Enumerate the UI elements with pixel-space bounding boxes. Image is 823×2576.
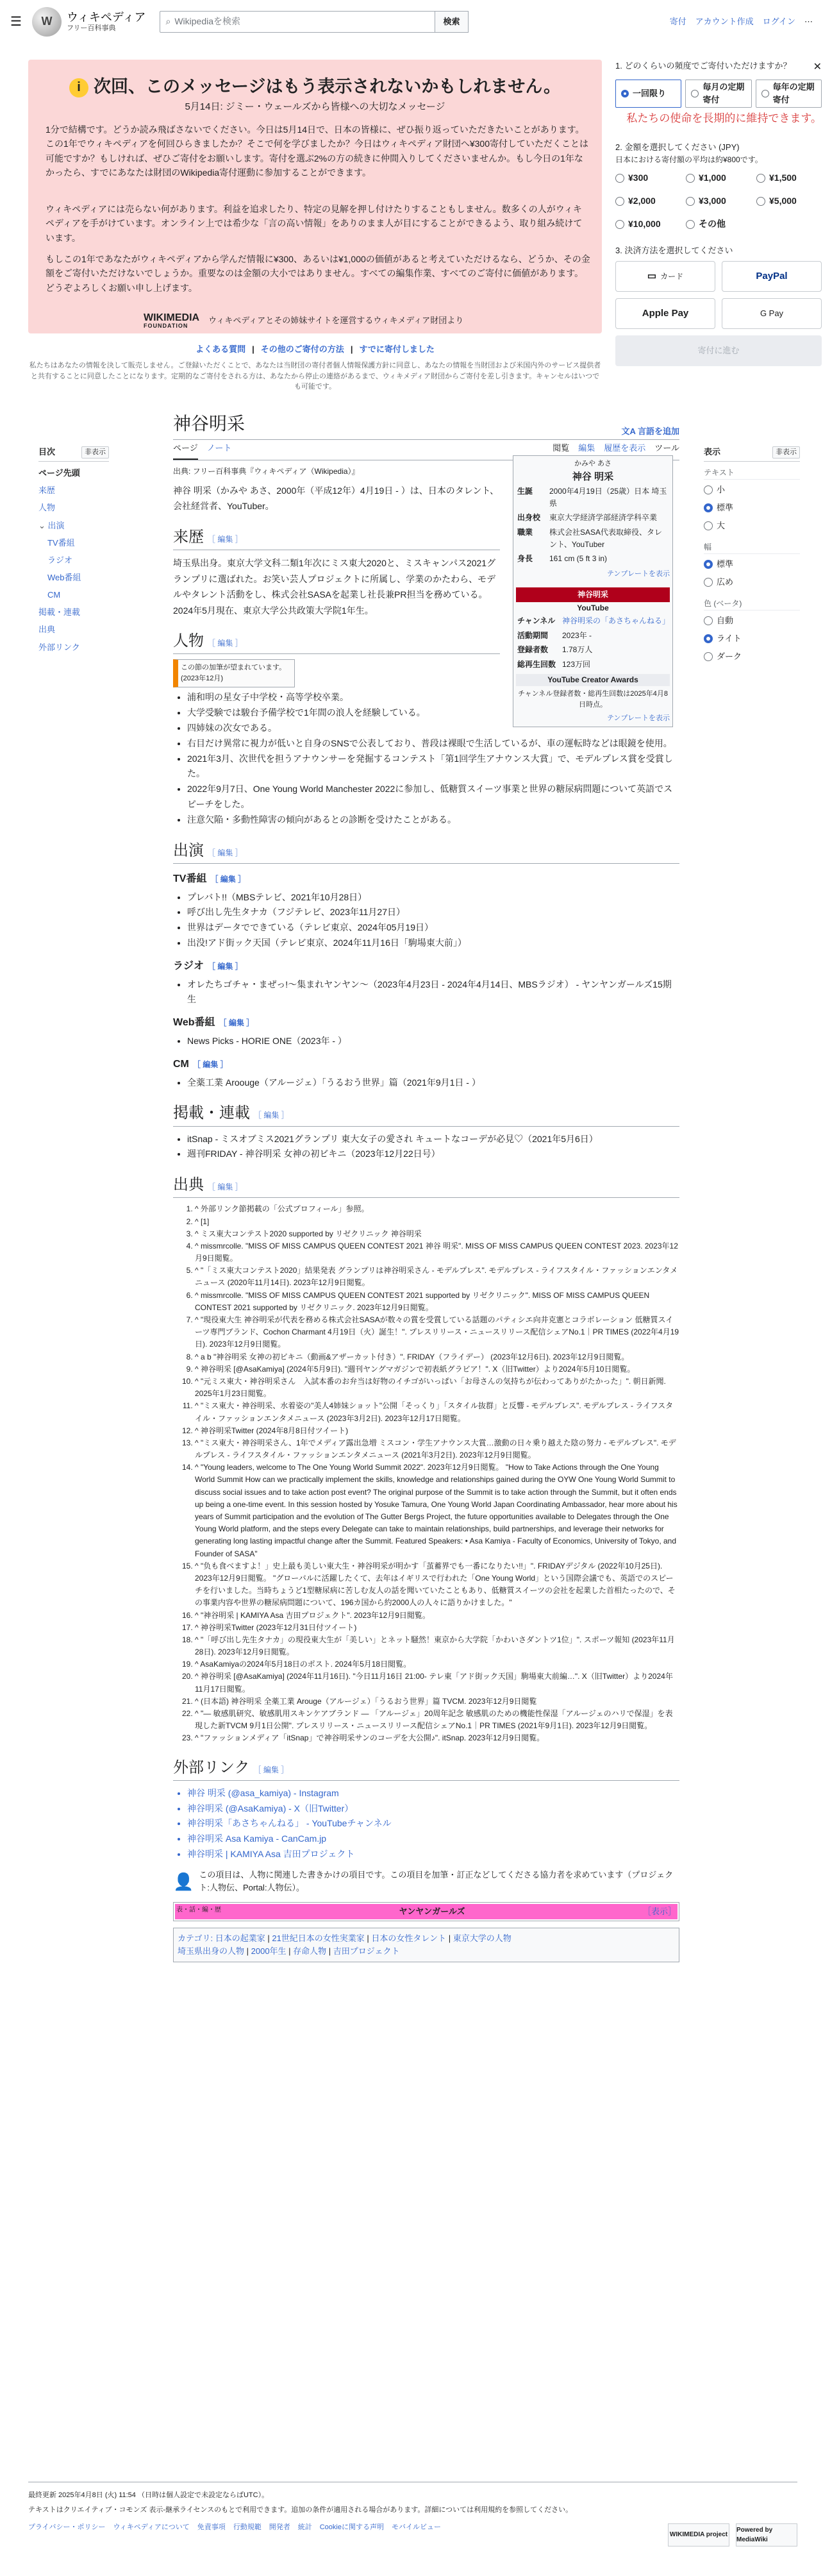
toc-subitem[interactable]: ラジオ bbox=[47, 555, 73, 565]
stub-notice: 👤 この項目は、人物に関連した書きかけの項目です。この項目を加筆・訂正などしてくださる協力者を求めています（プロジェクト:人物伝、Portal:人物伝）。 bbox=[173, 1869, 679, 1894]
pay-googlepay-button[interactable]: G Pay bbox=[722, 298, 822, 329]
serial-list bbox=[173, 1132, 679, 1163]
appearance-heading: 表示 bbox=[704, 447, 721, 457]
category-link[interactable]: 東京大学の人物 bbox=[453, 1933, 511, 1944]
edit-section-link[interactable]: ［ 編集 ］ bbox=[253, 1765, 289, 1774]
reference-item: 3. ^ ミス東大コンテスト2020 supported by リゼクリニック 神谷明采 bbox=[195, 1228, 679, 1240]
list-item: • 大学受験では駿台予備学校で1年間の浪人を経験している。 bbox=[187, 705, 500, 721]
last-modified: 最終更新 2025年4月8日 (火) 11:54 （日時は個人設定で未設定ならばUTC）。 bbox=[28, 2491, 269, 2499]
banner-paragraph: ウィキペディアには売らない何があります。利益を追求したり、特定の見解を押し付けたりすることもしません。数多くの人がウィキペディアを手がけています。オンライン上では希少な「言の高い情報」をありのまま人が目にすることができるよう、取り組み続けています。 bbox=[46, 204, 583, 243]
banner-org-note: ウィキペディアとその姉妹サイトを運営するウィキメディア財団より bbox=[208, 316, 464, 326]
info-icon: i bbox=[69, 78, 88, 97]
footer-badges bbox=[668, 2523, 797, 2547]
infobox-row: 身長 161 cm (5 ft 3 in) bbox=[517, 554, 608, 564]
banner-subtitle: 5月14日: ジミー・ウェールズから皆様への大切なメッセージ bbox=[185, 101, 445, 112]
close-icon[interactable]: ✕ bbox=[813, 62, 822, 72]
tab-read[interactable]: 閲覧 bbox=[553, 442, 569, 460]
footer-link[interactable]: 開発者 bbox=[269, 2523, 290, 2532]
reference-item: 19. ^ AsaKamiyaの2024年5月18日のポスト. 2024年5月18日閲覧。 bbox=[195, 1658, 679, 1671]
list-item: • 全薬工業 Aroouge（アルージェ）「うるおう世界」篇（2021年9月1日 - ） bbox=[187, 1075, 679, 1091]
list-item: • News Picks - HORIE ONE（2023年 - ） bbox=[187, 1034, 679, 1049]
banner-footnote: 私たちはあなたの情報を決して販売しません。ご登録いただくことで、あなたは当財団の寄付者個人情報保護方針に同意し、あなたの情報を当財団および米国内外のサービス提供者と共有することに同意したことになります。定期的なご寄付をされる方は、あなたから停止の連絡があるまで、ウィキメディア財団からご寄付を差し引きます。キャンセルはいつでも可能です。 bbox=[29, 362, 601, 391]
reference-item: 14. ^ "Young leaders, welcome to The One Young World Summit 2022". 2023年12月9日閲覧。 "How to Take Actions through the One Young World Summit How can we practically implement the skills, knowledge and relationships gained during the OYW One Young World Summit to discuss social issues and to take action post event? The original purpose of the Summit is to take action through the Summit, but it often ends up being a one-time event. In this session hosted by Yosuke Tamura, One Young World Japan Coordinating Ambassador, hear more about his years of Summit participation and the evolution of The Gutter Bergs Project, the future opportunities available to Delegates through the One Young World platform, and the steps every Delegate can take to maintain relationships, build partnerships, and leverage their networks for generating long lasting impactful change after the Summit. Featured Speakers: • Asa Kamiya - Faculty of Economics, University of Tokyo, and Founder of SASA" bbox=[195, 1461, 679, 1560]
reference-item: 1. ^ 外部リンク節掲載の「公式プロフィール」参照。 bbox=[195, 1203, 679, 1215]
submit-donation-button[interactable]: 寄付に進む bbox=[615, 335, 822, 366]
reference-item: 5. ^ "「ミス東大コンテスト2020」結果発表 グランプリは神谷明采さん - モデルプレス". モデルプレス - ライフスタイル・ファッションエンタメニュース (2020年11月14日). 2023年12月9日閲覧。 bbox=[195, 1265, 679, 1289]
subsection-heading: TV番組 ［ 編集 ］ bbox=[173, 873, 246, 884]
reference-item: 11. ^ "ミス東大・神谷明采、水着姿の"美人4姉妹ショット"公開「そっくり」「スタイル抜群」と反響 - モデルプレス". モデルプレス - ライフスタイル・ファッションエンタメニュース (2023年3月2日). 2023年12月17日閲覧。 bbox=[195, 1400, 679, 1424]
youtube-table bbox=[516, 614, 670, 671]
toc-item[interactable]: 掲載・連載 bbox=[38, 607, 81, 618]
search-icon: ⌕ bbox=[165, 16, 171, 27]
reference-item: 23. ^ "ファッションメディア「itSnap」で神谷明采サンのコーデを大公開♪". itSnap. 2023年12月9日閲覧。 bbox=[195, 1732, 679, 1744]
section-heading: 外部リンク ［ 編集 ］ bbox=[173, 1756, 679, 1781]
footer-link[interactable]: 統計 bbox=[297, 2523, 312, 2532]
edit-section-link[interactable]: ［ 編集 ］ bbox=[208, 961, 243, 971]
infobox-table bbox=[516, 484, 670, 566]
category-link[interactable]: 吉田プロジェクト bbox=[333, 1946, 400, 1957]
text-size-label: テキスト bbox=[704, 467, 800, 480]
add-languages-button[interactable]: 文A 言語を追加 bbox=[621, 426, 679, 437]
site-subtitle: フリー百科事典 bbox=[67, 24, 116, 32]
navbox-tools[interactable]: 表・話・編・歴 bbox=[176, 1907, 221, 1914]
radio-list bbox=[173, 977, 679, 1008]
wikipedia-globe-icon: W bbox=[32, 7, 62, 37]
categories-label[interactable]: カテゴリ: bbox=[178, 1933, 213, 1944]
amount-option[interactable]: ¥2,000 bbox=[615, 192, 681, 211]
list-item: • 浦和明の星女子中学校・高等学校卒業。 bbox=[187, 690, 500, 705]
translate-icon: 文A bbox=[621, 426, 638, 437]
tab-page[interactable]: ページ bbox=[173, 442, 198, 460]
career-paragraph: 埼玉県出身。東京大学文科二類1年次にミス東大2020と、ミスキャンパス2021グランプリに選ばれた。お笑い芸人プロジェクトに所属し、学業のかたわら、モデルやタレント活動をし、株式会社SASAを起業し社長兼PR担当を務めている。2024年5月現在、東京大学公共政策大学院1年生。 bbox=[173, 558, 496, 616]
section-heading: 来歴 ［ 編集 ］ bbox=[173, 526, 500, 550]
category-link[interactable]: 存命人物 bbox=[293, 1946, 327, 1957]
reference-item: 7. ^ "現役東大生 神谷明采が代表を務める株式会社SASAが数々の賞を受賞している話題のパティシエ向井克憲とコラボレーション 低糖質スイーツ専門ブランド、Cochon Charmant 4月19日（火）誕生！". プレスリリース・ニュースリリース配信シェアNo.1｜PR TIMES (2022年4月19日). 2023年12月9日閲覧。 bbox=[195, 1314, 679, 1351]
list-item: • 2021年3月、次世代を担うアナウンサーを発掘するコンテスト「第1回学生アナウンス大賞」で、モデルプレス賞を受賞した。 bbox=[187, 752, 679, 782]
external-link[interactable]: • 神谷明采 | KAMIYA Asa 吉田プロジェクト bbox=[187, 1847, 679, 1862]
footer-link[interactable]: プライバシー・ポリシー bbox=[28, 2523, 106, 2532]
edit-section-link[interactable]: ［ 編集 ］ bbox=[254, 1111, 289, 1120]
external-link[interactable]: • 神谷明采「あさちゃんねる」 - YouTubeチャンネル bbox=[187, 1816, 679, 1831]
edit-section-link[interactable]: ［ 編集 ］ bbox=[208, 848, 243, 857]
infobox-row: 登録者数 1.78万人 bbox=[517, 645, 593, 655]
subsection-heading: ラジオ ［ 編集 ］ bbox=[173, 960, 243, 972]
external-link[interactable]: • 神谷 明采 (@asa_kamiya) - Instagram bbox=[187, 1786, 679, 1801]
footer-link[interactable]: Cookieに関する声明 bbox=[319, 2523, 384, 2532]
edit-section-link[interactable]: ［ 編集 ］ bbox=[192, 1059, 228, 1069]
license-text: テキストはクリエイティブ・コモンズ 表示-継承ライセンスのもとで利用できます。追加の条件が適用される場合があります。詳細については利用規約を参照してください。 bbox=[28, 2506, 573, 2514]
infobox-row: チャンネル 神谷明采の「あさちゃんねる」 bbox=[517, 616, 670, 626]
youtube-label: YouTube bbox=[577, 603, 609, 612]
search-form bbox=[160, 11, 468, 33]
toc-hide-button[interactable]: 非表示 bbox=[81, 446, 109, 459]
expansion-notice: この節の加筆が望まれています。(2023年12月) bbox=[173, 659, 295, 687]
category-link[interactable]: 日本の女性タレント bbox=[371, 1933, 447, 1944]
amount-option[interactable]: ¥5,000 bbox=[756, 192, 822, 211]
text-size-standard[interactable]: 標準 bbox=[704, 501, 800, 514]
payment-question: 3. 決済方法を選択してください bbox=[615, 245, 733, 255]
subsection-heading: Web番組 ［ 編集 ］ bbox=[173, 1017, 254, 1029]
reference-item: 12. ^ 神谷明采Twitter (2024年8月8日付ツイート) bbox=[195, 1425, 679, 1437]
wikimedia-badge[interactable]: WIKIMEDIA project bbox=[668, 2523, 729, 2547]
external-link[interactable]: • 神谷明采 (@AsaKamiya) - X（旧Twitter） bbox=[187, 1801, 679, 1817]
list-item: • itSnap - ミスオブミス2021グランプリ 東大女子の愛され キュートなコーデが必見♡（2021年5月6日） bbox=[187, 1132, 679, 1147]
list-item: • 出没!アド街ック天国（テレビ東京、2024年11月16日「駒場東大前」） bbox=[187, 936, 679, 951]
site-title: ウィキペディア bbox=[67, 11, 146, 25]
categories-box: カテゴリ: 日本の起業家 | 21世紀日本の女性実業家 | 日本の女性タレント | 東京大学の人物 埼玉県出身の人物 | 2000年生 | 存命人物 | 吉田プロジェクト bbox=[173, 1928, 679, 1962]
donation-form bbox=[615, 60, 822, 400]
category-link[interactable]: 埼玉県出身の人物 bbox=[178, 1946, 245, 1957]
reference-item: 2. ^ [1] bbox=[195, 1216, 679, 1228]
faq-link[interactable]: よくある質問 bbox=[195, 344, 246, 354]
toc-item[interactable]: ページ先頭 bbox=[38, 468, 80, 478]
list-item: • プレバト!!（MBSテレビ、2021年10月28日） bbox=[187, 890, 679, 905]
amount-option[interactable]: ¥10,000 bbox=[615, 215, 681, 234]
user-links bbox=[670, 15, 813, 28]
footer-link[interactable]: モバイルビュー bbox=[391, 2523, 441, 2532]
section-heading: 出演 ［ 編集 ］ bbox=[173, 839, 679, 864]
main-menu-icon[interactable]: ☰ bbox=[10, 14, 22, 29]
list-item: • 2022年9月7日、One Young World Manchester 2022に参加し、低糖質スイーツ事業と世界の糖尿病問題について英語でスピーチをした。 bbox=[187, 782, 679, 812]
edit-section-link[interactable]: ［ 編集 ］ bbox=[210, 874, 246, 884]
frequency-once[interactable]: 一回限り bbox=[615, 80, 681, 108]
more-icon[interactable]: ⋯ bbox=[804, 16, 813, 26]
person-stub-icon: 👤 bbox=[173, 1871, 194, 1891]
color-dark[interactable]: ダーク bbox=[704, 650, 800, 663]
list-item: • 呼び出し先生タナカ（フジテレビ、2023年11月27日） bbox=[187, 905, 679, 920]
banner-title: i 次回、このメッセージはもう表示されないかもしれません。 bbox=[28, 74, 602, 101]
banner-paragraph: もしこの1年であなたがウィキペディアから学んだ情報に¥300、あるいは¥1,000の価値があると考えていただけるなら、どうか、その金額をご寄付いただけないでしょうか。重要なのは金額の大小ではありません。すべての編集作業、すべてのご寄付に価値があります。どうぞよろしくお願い申し上げます。 bbox=[46, 254, 590, 293]
tab-tools[interactable]: ツール bbox=[654, 443, 679, 453]
external-links-list bbox=[173, 1786, 679, 1862]
navbox-show-button[interactable]: ［表示］ bbox=[642, 1907, 676, 1917]
mediawiki-badge[interactable]: Powered by MediaWiki bbox=[736, 2523, 797, 2547]
person-list-cont bbox=[173, 736, 679, 828]
toc-heading: 目次 bbox=[38, 447, 56, 457]
search-button[interactable]: 検索 bbox=[435, 11, 468, 33]
list-item: • 世界はデータでできている（テレビ東京、2024年05月19日） bbox=[187, 920, 679, 936]
fundraising-banner bbox=[28, 60, 602, 333]
frequency-monthly[interactable]: 毎月の定期寄付 bbox=[685, 80, 751, 108]
list-item: • 週刊FRIDAY - 神谷明采 女神の初ビキニ（2023年12月22日号） bbox=[187, 1147, 679, 1162]
toc-item[interactable]: ⌄ 出演 bbox=[38, 520, 65, 530]
monthly-note: 私たちの使命を長期的に維持できます。 bbox=[626, 112, 822, 124]
appearance-panel bbox=[704, 446, 800, 672]
external-link[interactable]: • 神谷明采 Asa Kamiya - CanCam.jp bbox=[187, 1831, 679, 1847]
footer-link[interactable]: 行動規範 bbox=[233, 2523, 262, 2532]
reference-item: 4. ^ missmrcolle. "MISS OF MISS CAMPUS QUEEN CONTEST 2021 神谷 明采". MISS OF MISS CAMPUS QUEEN CONTEST 2023. 2023年12月9日閲覧。 bbox=[195, 1240, 679, 1265]
login-link[interactable]: ログイン bbox=[762, 16, 795, 26]
list-item: • 右目だけ異常に視力が低いと自身のSNSで公表しており、普段は裸眼で生活しているが、車の運転時などは眼鏡を使用。 bbox=[187, 736, 679, 752]
subsection-heading: CM ［ 編集 ］ bbox=[173, 1058, 228, 1070]
show-template-link[interactable]: テンプレートを表示 bbox=[606, 714, 670, 723]
edit-section-link[interactable]: ［ 編集 ］ bbox=[219, 1018, 254, 1028]
other-ways-link[interactable]: その他のご寄付の方法 bbox=[260, 344, 344, 354]
create-account-link[interactable]: アカウント作成 bbox=[695, 16, 754, 26]
infobox-furigana: かみや あさ bbox=[574, 460, 612, 467]
color-light[interactable]: ライト bbox=[704, 632, 800, 645]
youtube-award: YouTube Creator Awards bbox=[516, 674, 670, 686]
reference-item: 8. ^ a b "神谷明采 女神の初ビキニ（動画&アザーカット付き）". FRIDAY（フライデー） (2023年12月6日). 2023年12月9日閲覧。 bbox=[195, 1351, 679, 1363]
amount-option[interactable]: ¥300 bbox=[615, 169, 681, 188]
references-list bbox=[173, 1203, 679, 1744]
footer-link[interactable]: ウィキペディアについて bbox=[113, 2523, 190, 2532]
navbox bbox=[173, 1902, 679, 1921]
category-link[interactable]: 2000年生 bbox=[251, 1946, 287, 1957]
table-of-contents bbox=[38, 446, 109, 659]
edit-section-link[interactable]: ［ 編集 ］ bbox=[208, 534, 243, 544]
average-note: 日本における寄付額の平均は約¥800です。 bbox=[615, 155, 763, 165]
chevron-down-icon: ⌄ bbox=[38, 520, 48, 530]
reference-item: 15. ^ "负も食べますよ！」史上最も美しい東大生・神谷明采が明かす「茧蓄界でも一番になりたい!!」". FRIDAYデジタル (2022年10月25日). 2023年12月9日閲覧。 "グローバルに活躍したくて、去年はイギリスで行われた「One Young World」という国際会議でも、英語でのスピーチを行いました。当時ちょうど1型糖尿病に苦しむ友人の話を聞いていたこともあり、低糖質スイーツの会社を起業した首相たったので、その事業内容や世界の糖尿病問題について、196カ国から約2000人の人々に語りかけました。" bbox=[195, 1560, 679, 1610]
tv-list bbox=[173, 890, 679, 951]
pay-paypal-button[interactable]: PayPal bbox=[722, 261, 822, 292]
lead-paragraph: 神谷 明采（かみや あさ、2000年（平成12年）4月19日 - ）は、日本のタレント、会社経営者、YouTuber。 bbox=[173, 485, 499, 512]
pay-applepay-button[interactable]: Apple Pay bbox=[615, 298, 715, 329]
reference-item: 9. ^ 神谷明采 [@AsaKamiya] (2024年5月9日). "週刊ヤングマガジンで初表紙グラビア！". X（旧Twitter）より2024年5月10日閲覧。 bbox=[195, 1363, 679, 1376]
tab-edit[interactable]: 編集 bbox=[578, 443, 595, 453]
infobox-name: 神谷 明采 bbox=[572, 471, 614, 483]
category-link[interactable]: 日本の起業家 bbox=[215, 1933, 265, 1944]
amount-option[interactable]: ¥3,000 bbox=[686, 192, 751, 211]
youtube-bar: 神谷明采 bbox=[516, 587, 670, 602]
color-label: 色 (ベータ) bbox=[704, 598, 800, 610]
width-wide[interactable]: 広め bbox=[704, 576, 800, 589]
width-standard[interactable]: 標準 bbox=[704, 558, 800, 571]
infobox bbox=[513, 455, 673, 727]
list-item: • オレたちゴチャ・まぜっ!〜集まれヤンヤン〜（2023年4月23日 - 2024年4月14日、MBSラジオ） - ヤンヤンガールズ15期生 bbox=[187, 977, 679, 1008]
tab-history[interactable]: 履歴を表示 bbox=[604, 443, 646, 453]
edit-section-link[interactable]: ［ 編集 ］ bbox=[208, 639, 243, 648]
amount-option[interactable]: ¥1,000 bbox=[686, 169, 751, 188]
infobox-row: 職業 株式会社SASA代表取締役、タレント、YouTuber bbox=[517, 528, 663, 549]
site-header bbox=[0, 0, 823, 44]
toc-subitem[interactable]: CM bbox=[47, 590, 61, 600]
toc-subitem[interactable]: Web番組 bbox=[47, 572, 81, 582]
reference-item: 13. ^ "ミス東大・神谷明采さん、1年でメディア露出急増 ミスコン・学生アナウンス大賞…激動の日々乗り越えた陰の努力 - モデルプレス". モデルプレス - ライフスタイル・ファッションエンタメニュース (2021年3月2日). 2023年12月9日閲覧。 bbox=[195, 1437, 679, 1461]
footer-link[interactable]: 免責事項 bbox=[197, 2523, 226, 2532]
frequency-yearly[interactable]: 毎年の定期寄付 bbox=[756, 80, 822, 108]
text-size-small[interactable]: 小 bbox=[704, 484, 800, 496]
search-input[interactable]: ⌕ Wikipediaを検索 bbox=[160, 11, 435, 33]
youtube-note: チャンネル登録者数・総再生回数は2025年4月8日時点。 bbox=[517, 690, 669, 709]
toc-subitem[interactable]: TV番組 bbox=[47, 537, 75, 548]
reference-item: 6. ^ missmrcolle. "MISS OF MISS CAMPUS QUEEN CONTEST 2021 supported by リゼクリニック". MISS OF MISS CAMPUS QUEEN CONTEST 2021 supported by リゼクリニック. 2023年12月9日閲覧。 bbox=[195, 1290, 679, 1314]
infobox-row: 出身校 東京大学経済学部経済学科卒業 bbox=[517, 513, 658, 523]
toc-item[interactable]: 来歴 bbox=[38, 485, 56, 496]
infobox-row: 生誕 2000年4月19日（25歳）日本 埼玉県 bbox=[517, 487, 667, 508]
toc-item[interactable]: 出典 bbox=[38, 625, 56, 635]
frequency-question: 1. どのくらいの頻度でご寄付いただけますか？ bbox=[615, 61, 792, 71]
reference-item: 16. ^ "神谷明采 | KAMIYA Asa 吉田プロジェクト". 2023年12月9日閲覧。 bbox=[195, 1610, 679, 1622]
toc-item[interactable]: 人物 bbox=[38, 503, 56, 513]
article-source-note: 出典: フリー百科事典『ウィキペディア（Wikipedia）』 bbox=[173, 467, 360, 476]
section-heading: 人物 ［ 編集 ］ bbox=[173, 630, 500, 654]
amount-question: 2. 金額を選択してください (JPY) bbox=[615, 142, 740, 153]
list-item: • 注意欠陥・多動性障害の傾向があるとの診断を受けたことがある。 bbox=[187, 812, 679, 828]
wikimedia-foundation-logo: WIKIMEDIA FOUNDATION ウィキペディアとその姉妹サイトを運営するウィキメディア財団より bbox=[144, 312, 464, 329]
site-logo[interactable] bbox=[32, 7, 145, 37]
amount-options bbox=[615, 169, 822, 234]
text-size-large[interactable]: 大 bbox=[704, 519, 800, 532]
reference-item: 20. ^ 神谷明采 [@AsaKamiya] (2024年11月16日). "今日11月16日 21:00- テレ東「アド街ック天国」駒場東大前編…". X（旧Twitter）より2024年11月17日閲覧。 bbox=[195, 1671, 679, 1695]
color-auto[interactable]: 自動 bbox=[704, 614, 800, 627]
donate-link[interactable]: 寄付 bbox=[669, 16, 686, 26]
reference-item: 18. ^ "「呼び出し先生タナカ」の現役東大生が「美しい」とネット騒然！東京から大学院「かわいさダントツ1位」". スポーツ報知 (2023年11月28日). 2023年12月9日閲覧。 bbox=[195, 1634, 679, 1658]
appearance-hide-button[interactable]: 非表示 bbox=[772, 446, 800, 459]
banner-paragraph: 1分で結構です。どうか読み飛ばさないでください。今日は5月14日で、日本の皆様に、ぜひ振り返っていただきたいことがあります。この1年でウィキペディアを何回ひらきましたか？そこで何を学びましたか？今日はウィキペディア財団へ¥300寄付していただくことは可能ですか？もしければ、ぜひご寄付をお願いします。寄付を選ぶ2%の方の続きに仲間入りしてくださいませんか。もし今日の1年なかったら、すでにあなたは財団のWikipedia寄付運動に参加することができます。 bbox=[46, 124, 589, 178]
list-item: • 四姉妹の次女である。 bbox=[187, 721, 500, 736]
infobox-row: 活動期間 2023年 - bbox=[517, 630, 592, 640]
cm-list bbox=[173, 1075, 679, 1091]
reference-item: 10. ^ "元ミス東大・神谷明采さん 入試本番のお弁当は好物のイチゴがいっぱい「お母さんの気持ちが伝わってありがたかった」". 朝日新聞. 2025年1月23日閲覧。 bbox=[195, 1376, 679, 1400]
edit-section-link[interactable]: ［ 編集 ］ bbox=[208, 1183, 243, 1192]
section-heading: 掲載・連載 ［ 編集 ］ bbox=[173, 1102, 679, 1126]
amount-other[interactable]: その他 bbox=[686, 215, 751, 234]
amount-option[interactable]: ¥1,500 bbox=[756, 169, 822, 188]
banner-links: よくある質問 | その他のご寄付の方法 | すでに寄付しました bbox=[28, 343, 602, 356]
credit-card-icon: ▭ bbox=[647, 271, 657, 282]
toc-item[interactable]: 外部リンク bbox=[38, 642, 80, 652]
already-donated-link[interactable]: すでに寄付しました bbox=[359, 344, 435, 354]
pay-card-button[interactable]: ▭ カード bbox=[615, 261, 715, 292]
width-label: 幅 bbox=[704, 541, 800, 554]
web-list bbox=[173, 1034, 679, 1049]
section-heading: 出典 ［ 編集 ］ bbox=[173, 1174, 679, 1198]
show-template-link[interactable]: テンプレートを表示 bbox=[606, 569, 670, 578]
reference-item: 22. ^ "— 敏感肌研究、敏感肌用スキンケアブランド — 「アルージェ」20周年記念 敏感肌のための機能性保湿「アルージェのハリで保湿」を表現した新TVCM 9月1日公開". プレスリリース・ニュースリリース配信シェアNo.1｜PR TIMES (2021年9月1日). 2023年12月9日閲覧。 bbox=[195, 1708, 679, 1732]
person-list bbox=[173, 690, 500, 736]
tab-talk[interactable]: ノート bbox=[206, 443, 232, 453]
navbox-title: ヤンヤンガールズ bbox=[399, 1907, 465, 1917]
infobox-row: 総再生回数 123万回 bbox=[517, 659, 591, 669]
page-title: 神谷明采 文A 言語を追加 bbox=[173, 410, 679, 440]
category-link[interactable]: 21世紀日本の女性実業家 bbox=[272, 1933, 365, 1944]
reference-item: 17. ^ 神谷明采Twitter (2023年12月31日付ツイート) bbox=[195, 1622, 679, 1634]
reference-item: 21. ^ (日本語) 神谷明采 全薬工業 Arouge（アルージェ）「うるおう世界」篇 TVCM. 2023年12月9日閲覧 bbox=[195, 1696, 679, 1708]
